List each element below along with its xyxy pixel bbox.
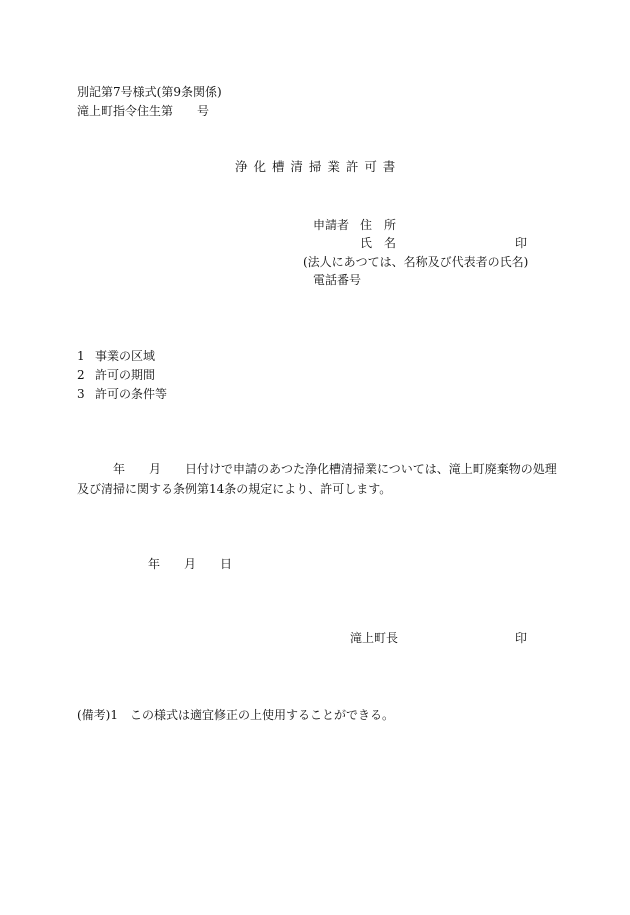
document-title: 浄 化 槽 清 掃 業 許 可 書	[235, 159, 397, 174]
date-year: 年	[148, 557, 161, 571]
phone-label: 電話番号	[313, 273, 362, 287]
item-2-number: 2	[77, 368, 85, 382]
item-2-text: 許可の期間	[95, 368, 156, 382]
applicant-label: 申請者	[313, 218, 350, 232]
issuer-seal-mark: 印	[515, 631, 528, 645]
body-line-1: 年 月 日付けで申請のあつた浄化槽清掃業については、滝上町廃棄物の処理	[113, 462, 557, 476]
name-label: 氏 名	[360, 236, 397, 250]
remarks: (備考)1 この様式は適宜修正の上使用することができる。	[77, 708, 395, 722]
item-1-text: 事業の区域	[95, 349, 156, 363]
address-label: 住 所	[360, 218, 397, 232]
applicant-seal-mark: 印	[515, 236, 528, 250]
item-3-number: 3	[77, 387, 85, 401]
body-line-2: 及び清掃に関する条例第14条の規定により、許可します。	[77, 482, 392, 496]
form-label: 別記第7号様式(第9条関係)	[77, 85, 222, 99]
issuer-name: 滝上町長	[350, 631, 399, 645]
item-1-number: 1	[77, 349, 85, 363]
permit-number-line: 滝上町指令住生第 号	[77, 104, 210, 118]
corporate-note: (法人にあつては、名称及び代表者の氏名)	[303, 255, 529, 269]
item-3-text: 許可の条件等	[95, 387, 168, 401]
date-month: 月	[184, 557, 197, 571]
date-day: 日	[220, 557, 233, 571]
